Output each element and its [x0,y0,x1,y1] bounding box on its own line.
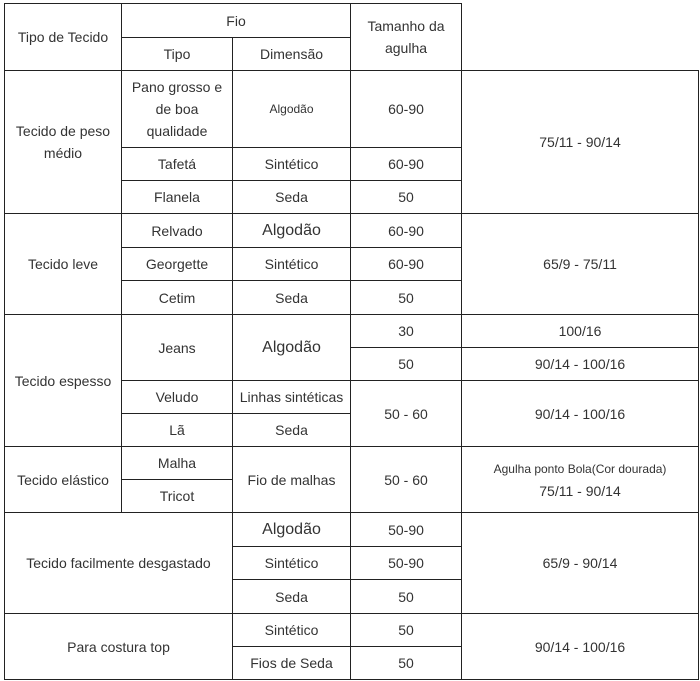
group-name: Tecido de peso médio [5,71,122,214]
thread-type-cell: Algodão [233,71,351,148]
thread-type-cell: Seda [233,281,351,315]
group-name: Tecido leve [5,214,122,315]
thread-dimension-cell: 60-90 [351,214,462,248]
group-name: Para costura top [5,614,233,680]
fabric-cell: Georgette [122,248,233,281]
fabric-cell: Jeans [122,315,233,381]
needle-size-cell: 90/14 - 100/16 [462,614,699,680]
thread-dimension-cell: 50-90 [351,513,462,547]
thread-type-cell: Fio de malhas [233,447,351,513]
thread-dimension-cell: 50 - 60 [351,381,462,447]
thread-type-cell: Sintético [233,248,351,281]
thread-type-cell: Seda [233,181,351,214]
fabric-cell: Cetim [122,281,233,315]
thread-dimension-cell: 50 [351,614,462,647]
fabric-cell: Pano grosso e de boa qualidade [122,71,233,148]
thread-dimension-cell: 50 [351,580,462,614]
thread-type-cell: Sintético [233,547,351,580]
needle-size-cell: 100/16 [462,315,699,348]
needle-size-cell: 90/14 - 100/16 [462,381,699,447]
thread-type-cell: Algodão [233,214,351,248]
fabric-cell: Flanela [122,181,233,214]
thread-dimension-cell: 50 [351,647,462,680]
thread-type-cell: Fios de Seda [233,647,351,680]
fabric-cell: Tafetá [122,148,233,181]
sewing-needle-table [4,3,699,680]
needle-note: Agulha ponto Bola(Cor dourada) [493,461,667,476]
needle-size-cell [462,447,699,513]
thread-type-cell: Sintético [233,614,351,647]
thread-type-cell: Algodão [233,513,351,547]
needle-size-cell: 65/9 - 75/11 [462,214,699,315]
header-thread: Fio [122,4,351,38]
thread-dimension-cell: 60-90 [351,248,462,281]
header-needle-size: Tamanho da agulha [351,4,462,71]
needle-size-cell: 90/14 - 100/16 [462,348,699,381]
thread-dimension-cell: 50-90 [351,547,462,580]
header-thread-dimension: Dimensão [233,38,351,71]
needle-size: 75/11 - 90/14 [539,482,621,499]
thread-type-cell: Seda [233,414,351,447]
thread-dimension-cell: 50 [351,348,462,381]
header-fabric-type: Tipo de Tecido [5,4,122,71]
thread-type-cell: Linhas sintéticas [233,381,351,414]
fabric-cell: Relvado [122,214,233,248]
thread-dimension-cell: 50 [351,281,462,315]
needle-size-cell: 65/9 - 90/14 [462,513,699,614]
fabric-cell: Veludo [122,381,233,414]
header-thread-type: Tipo [122,38,233,71]
thread-dimension-cell: 50 - 60 [351,447,462,513]
thread-type-cell: Algodão [233,315,351,381]
fabric-cell: Tricot [122,480,233,513]
thread-type-cell: Seda [233,580,351,614]
needle-size-cell: 75/11 - 90/14 [462,71,699,214]
group-name: Tecido elástico [5,447,122,513]
thread-dimension-cell: 50 [351,181,462,214]
fabric-cell: Lã [122,414,233,447]
thread-dimension-cell: 60-90 [351,71,462,148]
thread-type-cell: Sintético [233,148,351,181]
group-name: Tecido espesso [5,315,122,447]
fabric-cell: Malha [122,447,233,480]
thread-dimension-cell: 60-90 [351,148,462,181]
thread-dimension-cell: 30 [351,315,462,348]
group-name: Tecido facilmente desgastado [5,513,233,614]
